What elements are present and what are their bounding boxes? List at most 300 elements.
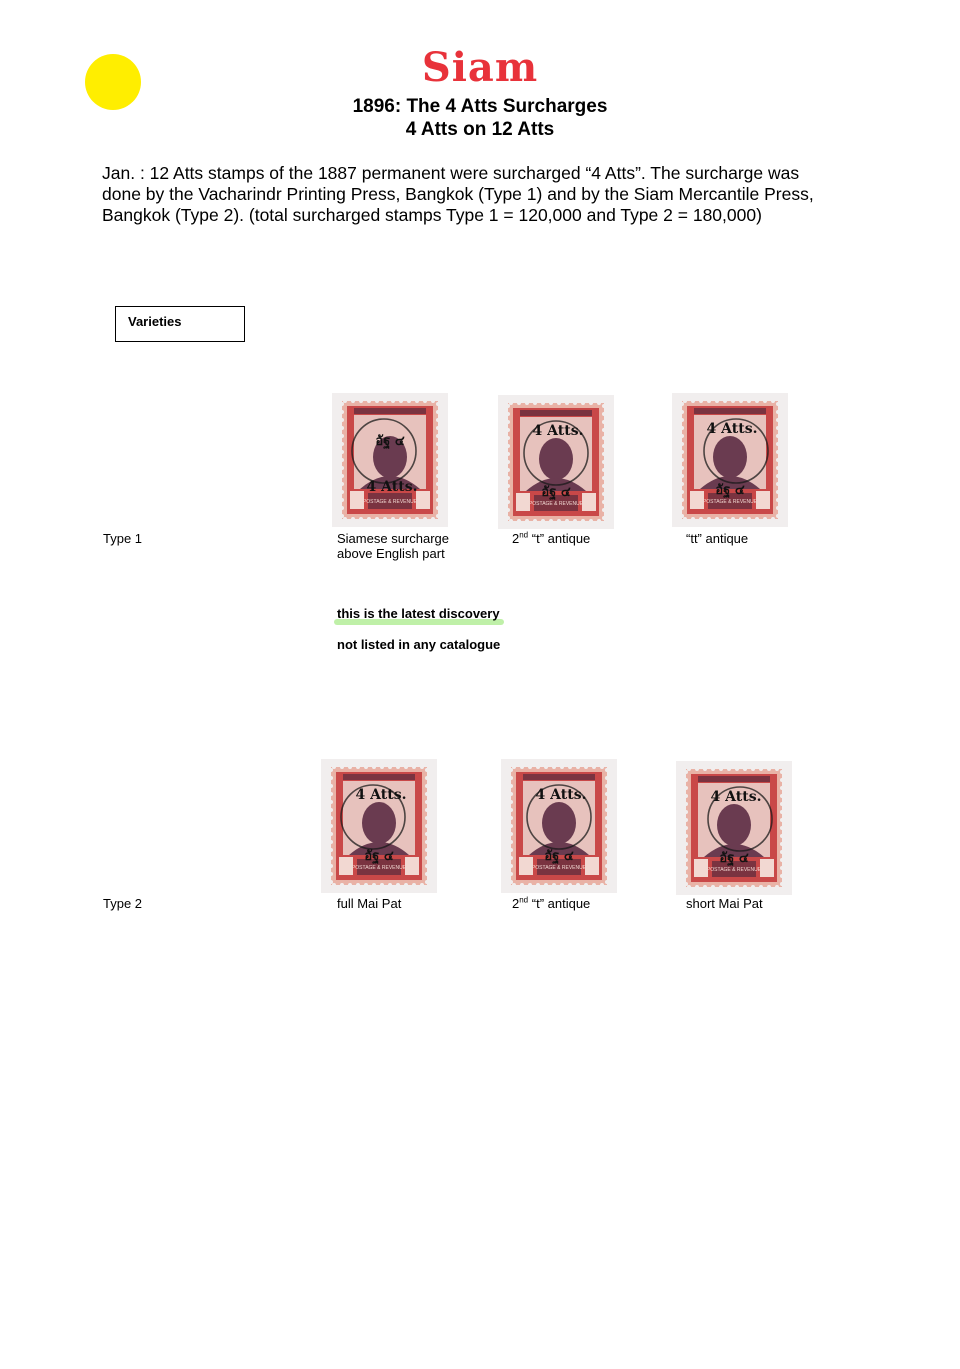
perforation bbox=[680, 514, 684, 518]
perforation bbox=[727, 885, 731, 889]
perforation bbox=[560, 765, 564, 769]
perforation bbox=[509, 768, 513, 772]
portrait-head bbox=[713, 436, 747, 478]
perforation bbox=[703, 885, 707, 889]
perforation bbox=[329, 776, 333, 780]
perforation bbox=[359, 399, 363, 403]
inscription-band bbox=[694, 408, 766, 414]
perforation bbox=[565, 401, 569, 405]
perforation bbox=[436, 514, 440, 518]
perforation bbox=[425, 840, 429, 844]
perforation bbox=[525, 401, 529, 405]
perforation bbox=[425, 768, 429, 772]
type2-label: Type 2 bbox=[103, 896, 143, 911]
discovery-note bbox=[337, 606, 500, 621]
perforation bbox=[332, 883, 336, 887]
perforation bbox=[605, 864, 609, 868]
perforation bbox=[695, 767, 699, 771]
perforation bbox=[509, 519, 513, 523]
perforation bbox=[597, 401, 601, 405]
perforation bbox=[684, 778, 688, 782]
perforation bbox=[715, 399, 719, 403]
perforation bbox=[340, 514, 344, 518]
value-tablet bbox=[690, 491, 704, 509]
perforation bbox=[576, 883, 580, 887]
perforation bbox=[602, 444, 606, 448]
perforation bbox=[565, 519, 569, 523]
varieties-box bbox=[115, 306, 245, 342]
stamp-image bbox=[676, 761, 792, 895]
perforation bbox=[340, 466, 344, 470]
perforation bbox=[739, 399, 743, 403]
perforation bbox=[680, 474, 684, 478]
perforation bbox=[436, 498, 440, 502]
perforation bbox=[605, 776, 609, 780]
perforation bbox=[560, 883, 564, 887]
perforation bbox=[509, 848, 513, 852]
perforation bbox=[680, 450, 684, 454]
highlight: this is the latest discovery bbox=[337, 606, 500, 621]
perforation bbox=[332, 765, 336, 769]
perforation bbox=[425, 776, 429, 780]
perforation bbox=[602, 404, 606, 408]
perforation bbox=[684, 850, 688, 854]
perforation bbox=[506, 468, 510, 472]
perforation bbox=[723, 399, 727, 403]
perforation bbox=[691, 399, 695, 403]
perforation bbox=[605, 848, 609, 852]
value-tablet bbox=[516, 493, 530, 511]
perforation bbox=[605, 832, 609, 836]
perforation bbox=[780, 882, 784, 886]
perforation bbox=[573, 401, 577, 405]
perforation bbox=[415, 517, 419, 521]
perforation bbox=[425, 824, 429, 828]
perforation bbox=[436, 434, 440, 438]
perforation bbox=[436, 474, 440, 478]
brand-heading: Siam bbox=[421, 44, 539, 91]
perforation bbox=[600, 883, 604, 887]
perforation bbox=[340, 418, 344, 422]
perforation bbox=[425, 792, 429, 796]
perforation bbox=[340, 765, 344, 769]
perforation bbox=[743, 767, 747, 771]
perforation bbox=[735, 885, 739, 889]
perforation bbox=[687, 767, 691, 771]
perforation bbox=[340, 402, 344, 406]
perforation bbox=[780, 874, 784, 878]
perforation bbox=[329, 880, 333, 884]
perforation bbox=[329, 824, 333, 828]
perforation bbox=[506, 452, 510, 456]
perforation bbox=[541, 401, 545, 405]
intro-line: Bangkok (Type 2). (total surcharged stamps Type 1 = 120,000 and Type 2 = 180,000) bbox=[102, 205, 762, 225]
perforation bbox=[776, 402, 780, 406]
stamp-image bbox=[672, 393, 788, 527]
perforation bbox=[592, 765, 596, 769]
perforation bbox=[683, 517, 687, 521]
perforation bbox=[776, 466, 780, 470]
perforation bbox=[776, 450, 780, 454]
perforation bbox=[684, 818, 688, 822]
perforation bbox=[425, 832, 429, 836]
perforation bbox=[425, 864, 429, 868]
inscription-band bbox=[520, 410, 592, 416]
value-tablet bbox=[582, 493, 596, 511]
perforation bbox=[680, 498, 684, 502]
perforation bbox=[605, 856, 609, 860]
perforation bbox=[544, 883, 548, 887]
perforation bbox=[731, 517, 735, 521]
perforation bbox=[602, 476, 606, 480]
perforation bbox=[436, 466, 440, 470]
perforation bbox=[391, 517, 395, 521]
perforation bbox=[329, 816, 333, 820]
perforation bbox=[735, 767, 739, 771]
perforation bbox=[375, 517, 379, 521]
perforation bbox=[340, 490, 344, 494]
perforation bbox=[509, 832, 513, 836]
perforation bbox=[383, 517, 387, 521]
perforation bbox=[605, 808, 609, 812]
perforation bbox=[568, 765, 572, 769]
perforation bbox=[711, 767, 715, 771]
perforation bbox=[506, 484, 510, 488]
perforation bbox=[372, 883, 376, 887]
overprint-english: 4 Atts. bbox=[710, 789, 762, 805]
perforation bbox=[343, 517, 347, 521]
overprint-english: 4 Atts. bbox=[532, 423, 584, 439]
design-label: POSTAGE & REVENUE bbox=[531, 865, 587, 871]
overprint-siamese: อัฐ ๔ bbox=[541, 485, 571, 500]
perforation bbox=[775, 767, 779, 771]
perforation bbox=[509, 800, 513, 804]
portrait-head bbox=[539, 438, 573, 480]
perforation bbox=[509, 864, 513, 868]
perforation bbox=[506, 404, 510, 408]
perforation bbox=[680, 482, 684, 486]
perforation bbox=[329, 768, 333, 772]
perforation bbox=[423, 399, 427, 403]
perforation bbox=[436, 426, 440, 430]
perforation bbox=[776, 458, 780, 462]
perforation bbox=[509, 816, 513, 820]
stamp-svg bbox=[501, 759, 617, 893]
perforation bbox=[680, 490, 684, 494]
perforation bbox=[589, 519, 593, 523]
perforation bbox=[776, 418, 780, 422]
overprint-english: 4 Atts. bbox=[535, 787, 587, 803]
perforation bbox=[684, 794, 688, 798]
design-label: POSTAGE & REVENUE bbox=[528, 501, 584, 507]
perforation bbox=[739, 517, 743, 521]
value-tablet bbox=[339, 857, 353, 875]
perforation bbox=[680, 434, 684, 438]
perforation bbox=[544, 765, 548, 769]
value-tablet bbox=[585, 857, 599, 875]
perforation bbox=[415, 399, 419, 403]
perforation bbox=[329, 848, 333, 852]
perforation bbox=[759, 885, 763, 889]
perforation bbox=[423, 517, 427, 521]
perforation bbox=[533, 519, 537, 523]
perforation bbox=[506, 476, 510, 480]
perforation bbox=[425, 872, 429, 876]
perforation bbox=[372, 765, 376, 769]
perforation bbox=[399, 399, 403, 403]
perforation bbox=[509, 824, 513, 828]
perforation bbox=[380, 883, 384, 887]
perforation bbox=[602, 412, 606, 416]
perforation bbox=[340, 883, 344, 887]
perforation bbox=[340, 450, 344, 454]
perforation bbox=[780, 834, 784, 838]
perforation bbox=[780, 794, 784, 798]
perforation bbox=[396, 883, 400, 887]
stamp-caption: full Mai Pat bbox=[337, 896, 402, 911]
perforation bbox=[684, 802, 688, 806]
perforation bbox=[597, 519, 601, 523]
perforation bbox=[506, 508, 510, 512]
perforation bbox=[520, 765, 524, 769]
perforation bbox=[602, 428, 606, 432]
perforation bbox=[506, 460, 510, 464]
perforation bbox=[404, 883, 408, 887]
perforation bbox=[602, 516, 606, 520]
perforation bbox=[680, 418, 684, 422]
perforation bbox=[763, 517, 767, 521]
perforation bbox=[552, 883, 556, 887]
inscription-band bbox=[354, 408, 426, 414]
perforation bbox=[388, 883, 392, 887]
perforation bbox=[351, 399, 355, 403]
perforation bbox=[605, 824, 609, 828]
perforation bbox=[695, 885, 699, 889]
value-tablet bbox=[350, 491, 364, 509]
perforation bbox=[436, 458, 440, 462]
perforation bbox=[431, 399, 435, 403]
perforation bbox=[412, 765, 416, 769]
perforation bbox=[340, 426, 344, 430]
caption-sup: nd bbox=[519, 895, 529, 905]
perforation bbox=[407, 399, 411, 403]
perforation bbox=[602, 508, 606, 512]
perforation bbox=[602, 492, 606, 496]
caption-prefix: 2 bbox=[512, 531, 520, 546]
stamp-image bbox=[321, 759, 437, 893]
perforation bbox=[367, 399, 371, 403]
perforation bbox=[776, 482, 780, 486]
perforation bbox=[520, 883, 524, 887]
perforation bbox=[584, 883, 588, 887]
perforation bbox=[557, 401, 561, 405]
overprint-english: 4 Atts. bbox=[355, 787, 407, 803]
overprint-english: 4 Atts. bbox=[706, 421, 758, 437]
perforation bbox=[509, 840, 513, 844]
perforation bbox=[340, 498, 344, 502]
perforation bbox=[780, 786, 784, 790]
caption-suffix: “t” antique bbox=[528, 531, 591, 546]
caption-suffix: “t” antique bbox=[528, 896, 591, 911]
perforation bbox=[329, 840, 333, 844]
perforation bbox=[767, 767, 771, 771]
perforation bbox=[747, 517, 751, 521]
perforation bbox=[509, 401, 513, 405]
perforation bbox=[605, 768, 609, 772]
perforation bbox=[391, 399, 395, 403]
perforation bbox=[388, 765, 392, 769]
perforation bbox=[506, 428, 510, 432]
perforation bbox=[684, 882, 688, 886]
perforation bbox=[536, 765, 540, 769]
perforation bbox=[602, 420, 606, 424]
perforation bbox=[509, 880, 513, 884]
perforation bbox=[329, 808, 333, 812]
caption-line: Siamese surcharge bbox=[337, 531, 449, 546]
perforation bbox=[747, 399, 751, 403]
type1-label: Type 1 bbox=[103, 531, 143, 546]
perforation bbox=[680, 402, 684, 406]
perforation bbox=[343, 399, 347, 403]
inscription-band bbox=[523, 774, 595, 780]
perforation bbox=[780, 866, 784, 870]
perforation bbox=[707, 399, 711, 403]
perforation bbox=[776, 490, 780, 494]
perforation bbox=[680, 458, 684, 462]
perforation bbox=[684, 826, 688, 830]
design-label: POSTAGE & REVENUE bbox=[351, 865, 407, 871]
perforation bbox=[727, 767, 731, 771]
perforation bbox=[533, 401, 537, 405]
portrait-head bbox=[362, 802, 396, 844]
perforation bbox=[329, 800, 333, 804]
perforation bbox=[329, 856, 333, 860]
perforation bbox=[581, 401, 585, 405]
perforation bbox=[602, 460, 606, 464]
stamp-caption bbox=[337, 531, 449, 561]
overprint-siamese: อัฐ ๔ bbox=[544, 849, 574, 864]
perforation bbox=[380, 765, 384, 769]
perforation bbox=[771, 517, 775, 521]
perforation bbox=[743, 885, 747, 889]
perforation bbox=[528, 765, 532, 769]
perforation bbox=[436, 490, 440, 494]
perforation bbox=[436, 402, 440, 406]
perforation bbox=[780, 778, 784, 782]
perforation bbox=[425, 808, 429, 812]
perforation bbox=[602, 452, 606, 456]
value-tablet bbox=[416, 491, 430, 509]
perforation bbox=[584, 765, 588, 769]
perforation bbox=[699, 517, 703, 521]
perforation bbox=[680, 426, 684, 430]
perforation bbox=[420, 765, 424, 769]
value-tablet bbox=[405, 857, 419, 875]
perforation bbox=[420, 883, 424, 887]
perforation bbox=[776, 474, 780, 478]
perforation bbox=[329, 864, 333, 868]
perforation bbox=[329, 792, 333, 796]
perforation bbox=[340, 458, 344, 462]
perforation bbox=[731, 399, 735, 403]
perforation bbox=[775, 885, 779, 889]
perforation bbox=[557, 519, 561, 523]
perforation bbox=[509, 792, 513, 796]
perforation bbox=[509, 872, 513, 876]
perforation bbox=[340, 410, 344, 414]
perforation bbox=[763, 399, 767, 403]
perforation bbox=[425, 880, 429, 884]
perforation bbox=[436, 418, 440, 422]
perforation bbox=[780, 850, 784, 854]
perforation bbox=[715, 517, 719, 521]
perforation bbox=[536, 883, 540, 887]
perforation bbox=[506, 516, 510, 520]
stamp-image bbox=[332, 393, 448, 527]
perforation bbox=[364, 765, 368, 769]
perforation bbox=[684, 770, 688, 774]
perforation bbox=[436, 450, 440, 454]
inscription-band bbox=[698, 776, 770, 782]
perforation bbox=[605, 840, 609, 844]
portrait-head bbox=[717, 804, 751, 846]
perforation bbox=[605, 816, 609, 820]
perforation bbox=[691, 517, 695, 521]
page-title: 1896: The 4 Atts Surcharges bbox=[352, 96, 608, 117]
perforation bbox=[711, 885, 715, 889]
perforation bbox=[517, 401, 521, 405]
stamp-caption bbox=[512, 896, 590, 911]
perforation bbox=[509, 808, 513, 812]
caption-line: above English part bbox=[337, 546, 445, 561]
perforation bbox=[719, 885, 723, 889]
perforation bbox=[776, 410, 780, 414]
perforation bbox=[602, 436, 606, 440]
perforation bbox=[602, 468, 606, 472]
design-label: POSTAGE & REVENUE bbox=[706, 867, 762, 873]
overprint-siamese: อัฐ ๔ bbox=[364, 849, 394, 864]
page-subtitle: 4 Atts on 12 Atts bbox=[405, 119, 555, 140]
perforation bbox=[525, 519, 529, 523]
overprint-siamese: อัฐ ๔ bbox=[715, 483, 745, 498]
perforation bbox=[340, 442, 344, 446]
perforation bbox=[759, 767, 763, 771]
perforation bbox=[568, 883, 572, 887]
perforation bbox=[776, 514, 780, 518]
perforation bbox=[576, 765, 580, 769]
perforation bbox=[340, 434, 344, 438]
perforation bbox=[780, 802, 784, 806]
perforation bbox=[436, 506, 440, 510]
stamp-caption: “tt” antique bbox=[686, 531, 749, 546]
perforation bbox=[605, 800, 609, 804]
perforation bbox=[707, 517, 711, 521]
perforation bbox=[684, 786, 688, 790]
perforation bbox=[776, 442, 780, 446]
perforation bbox=[755, 399, 759, 403]
perforation bbox=[436, 442, 440, 446]
perforation bbox=[367, 517, 371, 521]
perforation bbox=[425, 816, 429, 820]
stamp-image bbox=[501, 759, 617, 893]
perforation bbox=[364, 883, 368, 887]
perforation bbox=[509, 856, 513, 860]
perforation bbox=[340, 482, 344, 486]
perforation bbox=[719, 767, 723, 771]
perforation bbox=[680, 442, 684, 446]
perforation bbox=[356, 883, 360, 887]
perforation bbox=[605, 872, 609, 876]
